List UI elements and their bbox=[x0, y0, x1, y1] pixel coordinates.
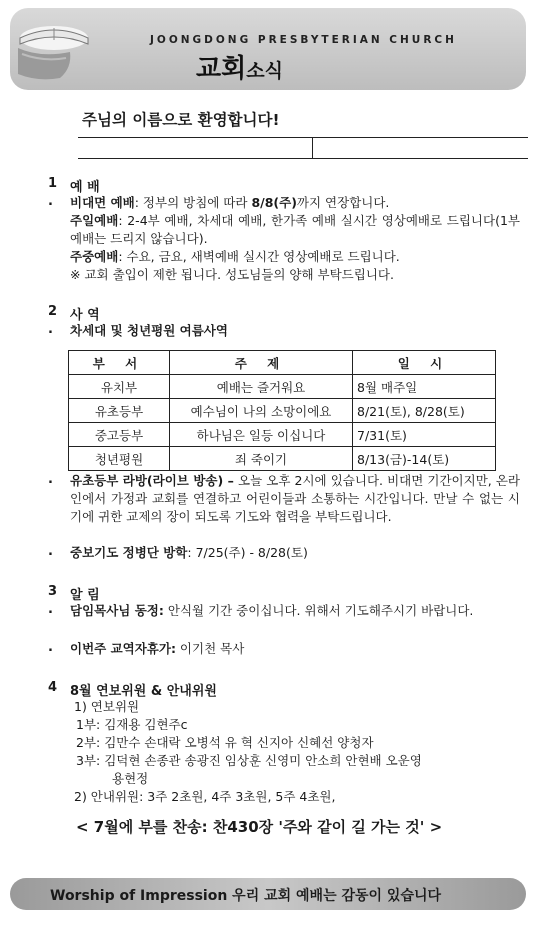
church-name-en: JOONGDONG PRESBYTERIAN CHURCH bbox=[150, 34, 457, 46]
empty-rule-table bbox=[78, 137, 528, 159]
ministry-subtitle: 차세대 및 청년평원 여름사역 bbox=[70, 323, 228, 338]
section-number: 2 bbox=[48, 304, 58, 319]
offering-committee-label: 1) 연보위원 bbox=[74, 699, 140, 714]
section-number: 3 bbox=[48, 584, 58, 599]
table-header: 부 서 bbox=[69, 351, 170, 375]
weekday-worship-text: 주중예배: 수요, 금요, 새벽예배 실시간 영상예배로 드립니다. bbox=[70, 249, 400, 264]
committee-line: 1부: 김재용 김현주c bbox=[76, 717, 188, 732]
section-number: 1 bbox=[48, 176, 58, 191]
section-title-notice: 알 림 bbox=[70, 588, 100, 603]
table-header: 주 제 bbox=[170, 351, 353, 375]
bullet: . bbox=[48, 322, 53, 337]
committee-line: 용현정 bbox=[112, 771, 149, 786]
bullet: . bbox=[48, 640, 53, 655]
staff-vacation-text: 이번주 교역자휴가: 이기천 목사 bbox=[70, 641, 245, 656]
table-row: 청년평원 죄 죽이기 8/13(금)-14(토) bbox=[69, 447, 496, 471]
page-title: 교회소식 bbox=[196, 54, 283, 84]
section-title-worship: 예 배 bbox=[70, 180, 100, 195]
committee-line: 2부: 김만수 손대락 오병석 유 혁 신지아 신혜선 양청자 bbox=[76, 735, 374, 750]
section-number: 4 bbox=[48, 680, 58, 695]
welcome-heading: 주님의 이름으로 환영합니다! bbox=[82, 111, 280, 129]
section-title-ministry: 사 역 bbox=[70, 308, 100, 323]
prayer-break-text: 중보기도 정병단 방학: 7/25(주) - 8/28(토) bbox=[70, 545, 308, 560]
table-row: 유치부 예배는 즐거워요 8월 매주일 bbox=[69, 375, 496, 399]
section-title-committee: 8월 연보위원 & 안내위원 bbox=[70, 684, 217, 699]
bullet: . bbox=[48, 472, 53, 487]
bible-hands-icon bbox=[10, 8, 102, 90]
table-row: 유초등부 예수님이 나의 소망이에요 8/21(토), 8/28(토) bbox=[69, 399, 496, 423]
monthly-hymn: < 7월에 부를 찬송: 찬430장 '주와 같이 길 가는 것' > bbox=[76, 818, 443, 836]
bullet: . bbox=[48, 602, 53, 617]
table-header: 일 시 bbox=[353, 351, 496, 375]
bullet: . bbox=[48, 194, 53, 209]
footer-slogan: Worship of Impression 우리 교회 예배는 감동이 있습니다 bbox=[50, 888, 442, 904]
worship-notice-text: ※ 교회 출입이 제한 됩니다. 성도님들의 양해 부탁드립니다. bbox=[70, 267, 394, 282]
bullet: . bbox=[48, 544, 53, 559]
live-broadcast-text: 유초등부 라방(라이브 방송) – 오늘 오후 2시에 있습니다. 비대면 기간이지만, 온라인에서 가정과 교회를 연결하고 어린이들과 소통하는 시간입니다. 만날 수 없는 시기에 귀한 교제의 장이 되도록 기도와 협력을 부탁드립니다. bbox=[70, 473, 521, 524]
header-banner bbox=[10, 8, 526, 90]
pastor-news-text: 담임목사님 동정: 안식월 기간 중이십니다. 위해서 기도해주시기 바랍니다. bbox=[70, 603, 474, 618]
table-row: 중고등부 하나님은 일등 이십니다 7/31(토) bbox=[69, 423, 496, 447]
footer-banner bbox=[10, 878, 526, 910]
sunday-worship-text: 주일예배: 2-4부 예배, 차세대 예배, 한가족 예배 실시간 영상예배로 드립니다(1부 예배는 드리지 않습니다). bbox=[70, 213, 520, 246]
committee-line: 3부: 김덕현 손종관 송광진 임상훈 신영미 안소희 안현배 오운영 bbox=[76, 753, 422, 768]
summer-ministry-table bbox=[68, 350, 496, 471]
worship-online-text: 비대면 예배: 정부의 방침에 따라 8/8(주)까지 연장합니다. bbox=[70, 195, 390, 210]
usher-committee-line: 2) 안내위원: 3주 2초원, 4주 3초원, 5주 4초원, bbox=[74, 789, 336, 804]
